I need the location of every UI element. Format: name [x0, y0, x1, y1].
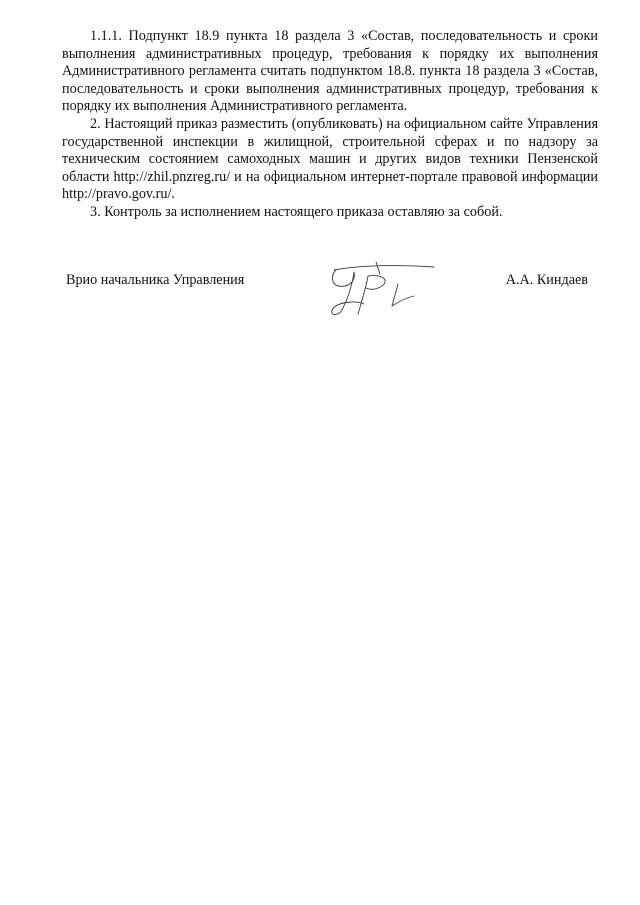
handwritten-signature	[316, 258, 446, 328]
signatory-name: А.А. Киндаев	[505, 272, 588, 288]
signature-block	[66, 272, 588, 332]
paragraph-1-1-1: 1.1.1. Подпункт 18.9 пункта 18 раздела 3 «Состав, последовательность и сроки выполнения административных процедур, требования к порядку их выполнения Административного регламента считать подпунктом 18.8. пункта 18 раздела 3 «Состав, последовательность и сроки выполнения административных процедур, требования к порядку их выполнения Административного регламента.	[62, 28, 598, 115]
signatory-position: Врио начальника Управления	[66, 272, 245, 288]
paragraph-2: 2. Настоящий приказ разместить (опубликовать) на официальном сайте Управления государственной инспекции в жилищной, строительной сферах и по надзору за техническим состоянием самоходных машин и других видов техники Пензенской области http://zhil.pnzreg.ru/ и на официальном интернет-портале правовой информации http://pravo.gov.ru/.	[62, 115, 598, 203]
paragraph-3: 3. Контроль за исполнением настоящего приказа оставляю за собой.	[90, 203, 503, 220]
document-body	[62, 28, 598, 222]
